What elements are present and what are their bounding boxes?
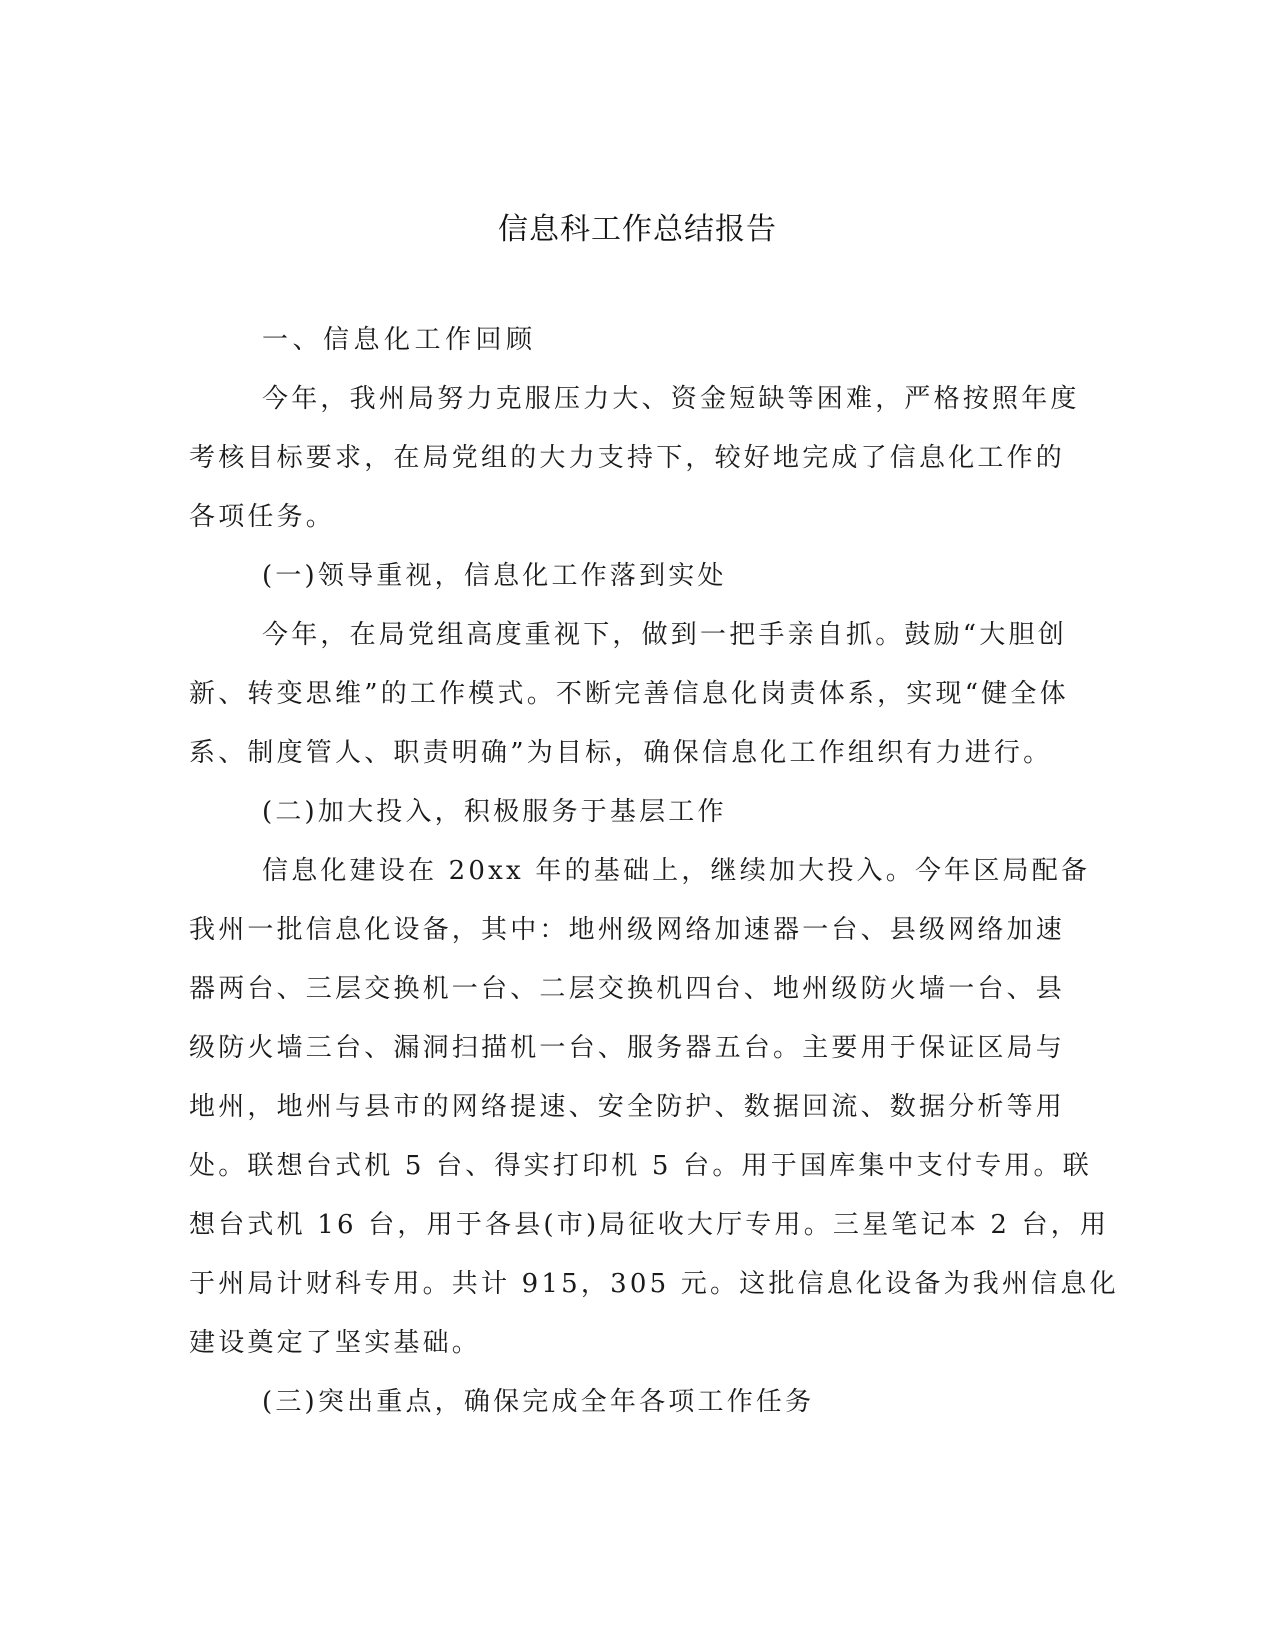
subsection-heading-investment: (二)加大投入，积极服务于基层工作: [262, 797, 727, 827]
paragraph-line: 今年，在局党组高度重视下，做到一把手亲自抓。鼓励“大胆创: [262, 620, 1067, 650]
paragraph-line: 想台式机 16 台，用于各县(市)局征收大厅专用。三星笔记本 2 台，用: [189, 1210, 1110, 1240]
paragraph-line: 新、转变思维”的工作模式。不断完善信息化岗责体系，实现“健全体: [189, 679, 1069, 709]
paragraph-line: 今年，我州局努力克服压力大、资金短缺等困难，严格按照年度: [262, 384, 1080, 414]
paragraph-line: 地州，地州与县市的网络提速、安全防护、数据回流、数据分析等用: [189, 1092, 1066, 1122]
paragraph-line: 级防火墙三台、漏洞扫描机一台、服务器五台。主要用于保证区局与: [189, 1033, 1066, 1063]
paragraph-line: 器两台、三层交换机一台、二层交换机四台、地州级防火墙一台、县: [189, 974, 1066, 1004]
paragraph-line: 处。联想台式机 5 台、得实打印机 5 台。用于国库集中支付专用。联: [189, 1151, 1092, 1181]
paragraph-line: 系、制度管人、职责明确”为目标，确保信息化工作组织有力进行。: [189, 738, 1053, 768]
paragraph-line: 考核目标要求，在局党组的大力支持下，较好地完成了信息化工作的: [189, 443, 1066, 473]
section-heading-review: 一、信息化工作回顾: [262, 325, 537, 355]
paragraph-line: 信息化建设在 20xx 年的基础上，继续加大投入。今年区局配备: [262, 856, 1091, 886]
subsection-heading-leadership: (一)领导重视，信息化工作落到实处: [262, 561, 727, 591]
paragraph-line: 各项任务。: [189, 502, 336, 532]
paragraph-line: 建设奠定了坚实基础。: [189, 1328, 482, 1358]
paragraph-line: 我州一批信息化设备，其中：地州级网络加速器一台、县级网络加速: [189, 915, 1066, 945]
subsection-heading-priorities: (三)突出重点，确保完成全年各项工作任务: [262, 1387, 815, 1417]
document-title: 信息科工作总结报告: [498, 212, 777, 247]
paragraph-line: 于州局计财科专用。共计 915，305 元。这批信息化设备为我州信息化: [189, 1269, 1119, 1299]
